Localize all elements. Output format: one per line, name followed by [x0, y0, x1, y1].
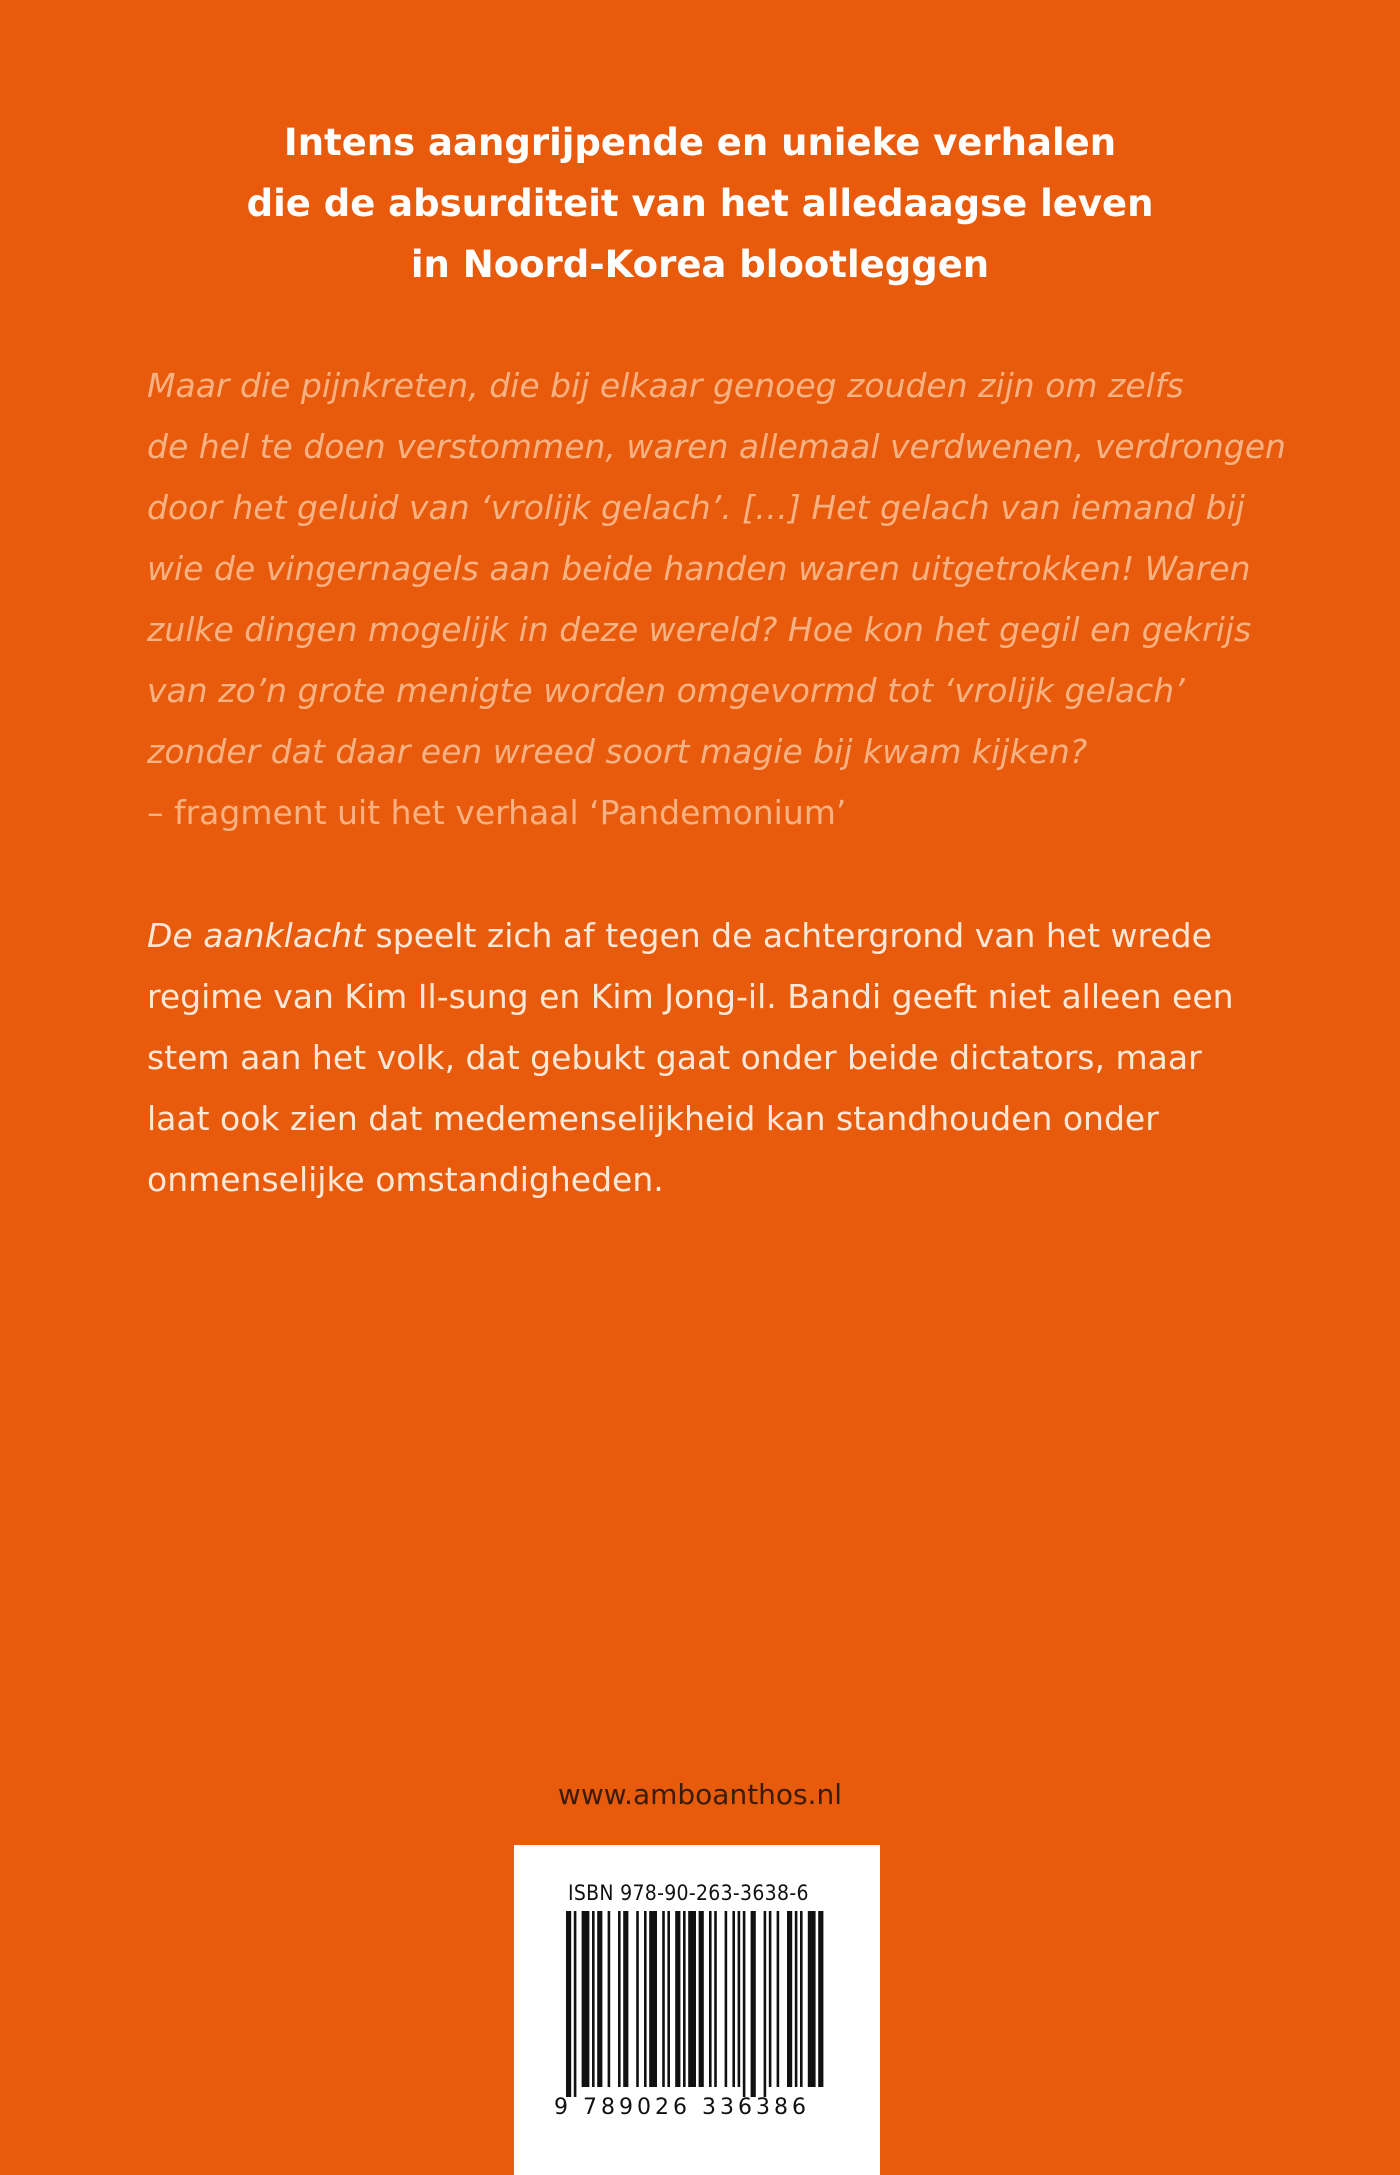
barcode-bar	[709, 1911, 712, 2087]
barcode-bar	[649, 1911, 657, 2087]
publisher-website: www.amboanthos.nl	[557, 1778, 843, 1811]
barcode-bar	[644, 1911, 647, 2087]
quote-line: de hel te doen verstommen, waren allemaal verdwenen, verdrongen	[147, 427, 1286, 466]
headline	[0, 112, 1400, 295]
barcode-bar	[818, 1911, 823, 2087]
quote-line: Maar die pijnkreten, die bij elkaar genoeg zouden zijn om zelfs	[147, 366, 1184, 405]
barcode-bar	[675, 1911, 680, 2087]
barcode-icon	[566, 1911, 828, 2097]
barcode-bar	[732, 1911, 735, 2087]
description-text: speelt zich af tegen de achtergrond van het wrede	[365, 916, 1212, 955]
barcode-bar	[738, 1911, 741, 2087]
barcode-bar	[636, 1911, 639, 2087]
description-line: onmenselijke omstandigheden.	[147, 1160, 664, 1199]
barcode-bar	[662, 1911, 665, 2087]
barcode-bar	[769, 1911, 772, 2087]
barcode-bar	[574, 1911, 577, 2097]
barcode-bar	[800, 1911, 803, 2087]
headline-line: Intens aangrijpende en unieke verhalen	[283, 121, 1117, 164]
barcode-bar	[714, 1911, 717, 2087]
barcode-bar	[667, 1911, 670, 2087]
barcode-label	[514, 1845, 880, 2175]
barcode-bar	[725, 1911, 728, 2087]
quote-excerpt	[147, 355, 1287, 843]
quote-line: door het geluid van ‘vrolijk gelach’. […] Het gelach van iemand bij	[147, 488, 1245, 527]
barcode-bar	[764, 1911, 767, 2097]
book-title: De aanklacht	[147, 916, 366, 955]
barcode-bar	[592, 1911, 595, 2087]
barcode-bar	[743, 1911, 746, 2097]
barcode-bar	[597, 1911, 602, 2087]
book-description	[147, 905, 1287, 1210]
isbn-text: ISBN 978-90-263-3638-6	[568, 1881, 809, 1905]
quote-line: zonder dat daar een wreed soort magie bij kwam kijken?	[147, 732, 1088, 771]
headline-line: in Noord-Korea blootleggen	[410, 243, 990, 286]
barcode-bar	[795, 1911, 798, 2087]
quote-line: zulke dingen mogelijk in deze wereld? Hoe kon het gegil en gekrijs	[147, 610, 1252, 649]
barcode-bar	[699, 1911, 704, 2087]
barcode-bar	[608, 1911, 611, 2087]
quote-attribution: – fragment uit het verhaal ‘Pandemonium’	[147, 793, 847, 832]
description-line: regime van Kim Il-sung en Kim Jong-il. Bandi geeft niet alleen een	[147, 977, 1234, 1016]
quote-line: van zo’n grote menigte worden omgevormd tot ‘vrolijk gelach’	[147, 671, 1185, 710]
barcode-bar	[683, 1911, 686, 2087]
description-line: laat ook zien dat medemenselijkheid kan standhouden onder	[147, 1099, 1159, 1138]
barcode-bar	[787, 1911, 792, 2087]
description-line	[147, 905, 1287, 966]
barcode-bar	[751, 1911, 756, 2097]
headline-line: die de absurditeit van het alledaagse leven	[246, 182, 1154, 225]
barcode-bar	[688, 1911, 696, 2087]
barcode-bar	[618, 1911, 621, 2087]
barcode-bar	[582, 1911, 590, 2087]
barcode-bar	[623, 1911, 628, 2087]
barcode-bar	[566, 1911, 571, 2097]
description-line: stem aan het volk, dat gebukt gaat onder beide dictators, maar	[147, 1038, 1202, 1077]
quote-line: wie de vingernagels aan beide handen waren uitgetrokken! Waren	[147, 549, 1251, 588]
barcode-bar	[808, 1911, 816, 2087]
barcode-digits: 9 789026 336386	[554, 2095, 810, 2120]
barcode-bar	[777, 1911, 780, 2087]
